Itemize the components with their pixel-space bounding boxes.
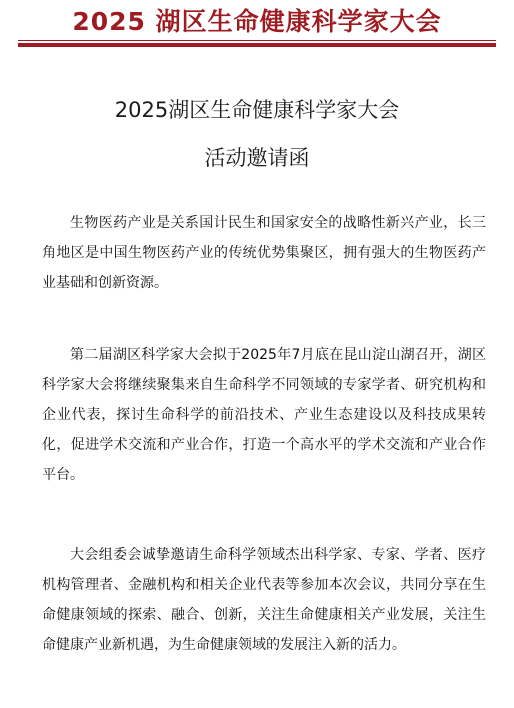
paragraph-1: 生物医药产业是关系国计民生和国家安全的战略性新兴产业，长三角地区是中国生物医药产业的传统优势集聚区，拥有强大的生物医药产业基础和创新资源。	[42, 215, 486, 291]
document-title: 2025湖区生命健康科学家大会	[114, 98, 400, 122]
paragraph-3: 大会组委会诚挚邀请生命科学领域杰出科学家、专家、学者、医疗机构管理者、金融机构和相关企业代表等参加本次会议，共同分享在生命健康领域的探索、融合、创新，关注生命健康相关产业发展，关注生命健康产业新机遇，为生命健康领域的发展注入新的活力。	[42, 547, 486, 653]
letterhead-title: 2025 湖区生命健康科学家大会	[72, 7, 442, 36]
letterhead-rule-top	[18, 40, 496, 41]
letterhead-rule-bottom	[18, 43, 496, 47]
paragraph-2: 第二届湖区科学家大会拟于2025年7月底在昆山淀山湖召开，湖区科学家大会将继续聚集来自生命科学不同领域的专家学者、研究机构和企业代表，探讨生命科学的前沿技术、产业生态建设以及科技成果转化，促进学术交流和产业合作，打造一个高水平的学术交流和产业合作平台。	[42, 347, 486, 483]
document-subtitle: 活动邀请函	[204, 146, 310, 170]
